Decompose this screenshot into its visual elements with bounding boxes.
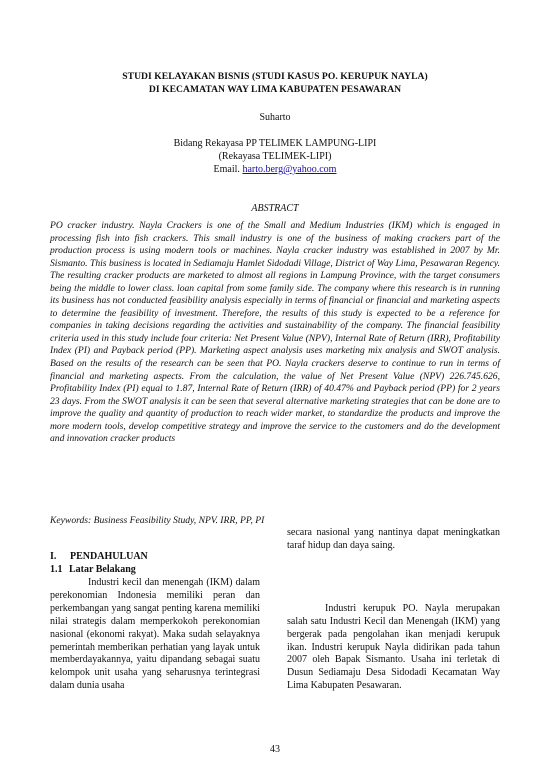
subsection-number: 1.1 [50,564,63,575]
paragraph-left: Industri kecil dan menengah (IKM) dalam perekonomian Indonesia memiliki peran dan perkembangan yang sangat penting karena memiliki nilai strategis dalam memperkokoh perekonomian nasional (ekonomi rakyat). Maka sudah selayaknya pemerintah memberikan perhatian yang layak untuk memberdayakannya, yaitu dipandang sebagai suatu kelompok unit usaha yang seharusnya terintegrasi dalam dunia usaha [50,577,260,692]
affiliation-line-2: (Rekayasa TELIMEK-LIPI) [218,151,332,162]
title-line-1: STUDI KELAYAKAN BISNIS (STUDI KASUS PO. KERUPUK NAYLA) [122,71,428,82]
left-column [50,550,260,693]
subsection-title: Latar Belakang [69,564,136,575]
title-line-2: DI KECAMATAN WAY LIMA KABUPATEN PESAWARAN [148,84,402,95]
email-label: Email. [213,164,243,175]
section-heading [50,550,260,563]
affiliation-line-1: Bidang Rekayasa PP TELIMEK LAMPUNG-LIPI [173,138,377,149]
email-link[interactable]: harto.berg@yahoo.com [242,164,337,175]
page-number: 43 [270,744,280,755]
abstract-text: PO cracker industry. Nayla Crackers is one of the Small and Medium Industries (IKM) which is engaged in processing fish into fish crackers. This small industry is one of the business of making crackers part of the production process is using modern tools or machines. Nayla cracker industry was established in 2007 by Mr. Sismanto. This business is located in Sediamaju Hamlet Sidodadi Village, District of Way Lima, Pesawaran Regency. The resulting cracker products are marketed to almost all regions in Lampung Province, with the target consumers being the middle to lower class. loan capital from some family side. The company where this research is in running its business has not conducted feasibility analysis especially in terms of financial or financial and marketing aspects to determine the feasibility of investment. Therefore, the results of this study is expected to be a reference for companies in taking decisions regarding the activities and sustainability of the company. The financial feasibility criteria used in this study include four criteria: Net Present Value (NPV), Internal Rate of Return (IRR), Profitability Index (PI) and Payback period (PP). Marketing aspect analysis uses marketing mix analysis and SWOT analysis. Based on the results of the research can be seen that PO. Nayla crackers deserve to continue to run in terms of financial and marketing aspects. From the calculation, the value of Net Present Value (NPV) 226.745.626, Profitability Index (PI) equal to 1.87, Internal Rate of Return (IRR) of 40.47% and Payback period (PP) for 2 years 23 days. From the SWOT analysis it can be seen that several alternative marketing strategies that can be done are to improve the quality and quantity of production to reach wider market, to standardize the products and improve the more modern tools, develop competitive strategy and improve the service to the customers and do the development and innovation cracker products [50,220,500,445]
subsection-heading [50,563,260,576]
author-name: Suharto [259,112,291,123]
paragraph-right-2: Industri kerupuk PO. Nayla merupakan salah satu Industri Kecil dan Menengah (IKM) yang bergerak pada pengolahan ikan menjadi kerupuk ikan. Industri kerupuk Nayla didirikan pada tahun 2007 oleh Bapak Sismanto. Usaha ini terletak di Dusun Sediamaju Desa Sidodadi Kecamatan Way Lima Kabupaten Pesawaran. [287,602,500,692]
right-column [287,527,500,693]
paper-title [60,70,490,96]
author-email [60,163,490,176]
abstract-heading: ABSTRACT [251,203,299,214]
section-number: I. [50,551,57,562]
keywords: Keywords: Business Feasibility Study, NPV. IRR, PP, PI [50,515,265,526]
paragraph-right-continued: secara nasional yang nantinya dapat meningkatkan taraf hidup dan daya saing. [287,527,500,551]
section-title: PENDAHULUAN [70,551,148,562]
